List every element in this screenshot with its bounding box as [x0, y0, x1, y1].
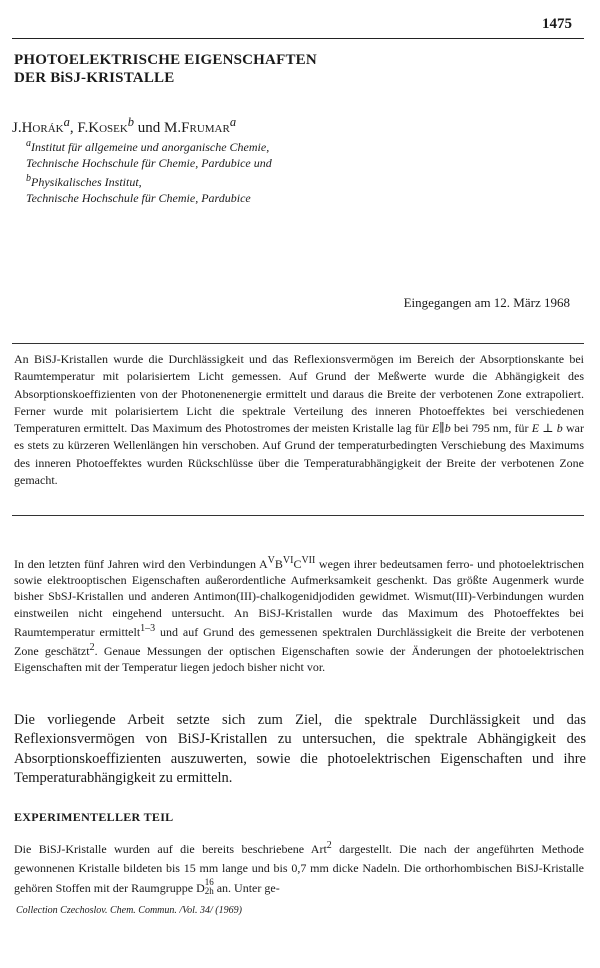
experimental-paragraph: Die BiSJ-Kristalle wurden auf die bereits beschriebene Art$^2$ dargestellt. Die nach der angeführten Methode gewonnenen Kristalle bildeten bis 15 mm lange und bis 0,7 mm dicke Nadeln. Die orthorhombischen BiSJ-Kristalle gehören Stoffen mit der Raumgruppe D 16 2h an. Unter ge- — [14, 840, 585, 896]
journal-footer: Collection Czechoslov. Chem. Commun. /Vol. 34/ (1969) — [16, 905, 242, 916]
e-vector: E — [531, 421, 540, 436]
page-number: 1475 — [542, 16, 572, 32]
affiliation-b-marker: b — [26, 173, 31, 184]
affiliation-a-line-2: Technische Hochschule für Chemie, Pardubice und — [26, 156, 272, 170]
affiliation-a-line-1: $^a$Institut für allgemeine und anorganische Chemie, — [26, 138, 270, 154]
title-line-1: PHOTOELEKTRISCHE EIGENSCHAFTEN — [14, 52, 317, 68]
author-horak-affil: a — [63, 115, 70, 129]
affiliation-b-line-2: Technische Hochschule für Chemie, Pardubice — [26, 191, 251, 205]
article-title — [14, 51, 317, 87]
aim-paragraph: Die vorliegende Arbeit setzte sich zum Ziel, die spektrale Durchlässigkeit und das Reflexionsvermögen von BiSJ-Kristallen zu untersuchen, die spektrale Abhängigkeit des Absorptionskoeffizienten auszuwerten, sowie die photoelektrischen Eigenschaften und ihre Temperaturabhängigkeit zu ermitteln. — [14, 712, 586, 786]
affiliation-b-line-1: $^b$Physikalisches Institut, — [26, 173, 142, 189]
received-date: Eingegangen am 12. März 1968 — [403, 295, 570, 310]
author-kosek: F.Kosek — [77, 120, 128, 136]
affiliations — [26, 136, 272, 206]
author-frumar-affil: a — [229, 115, 237, 129]
citation-ref: 2 — [89, 642, 95, 654]
space-group-indices: 16 2h — [204, 877, 214, 896]
e-vector: E — [431, 421, 440, 436]
author-horak: J.Horák — [12, 120, 64, 136]
citation-ref: 1–3 — [140, 622, 156, 634]
header-rule — [12, 38, 584, 39]
author-kosek-affil: b — [127, 115, 135, 129]
abstract-top-rule — [12, 343, 584, 344]
author-frumar: M.Frumar — [164, 120, 230, 136]
abstract: An BiSJ-Kristallen wurde die Durchlässigkeit und das Reflexionsvermögen im Bereich der Absorptionskante bei Raumtemperatur mit polarisiertem Licht gemessen. Auf Grund der Meßwerte wurde die Abhängigkeit des Absorptionskoeffizienten von der Photonenenergie ermittelt und daraus die Breite der verbotenen Zone extrapoliert. Ferner wurde mit polarisiertem Licht die spektrale Verteilung des inneren Photoeffektes bei verschiedenen Temperaturen ermittelt. Das Maximum des Photostromes der meisten Kristalle lag für E∥b bei 795 nm, für E ⊥ b war es stets zu kürzeren Wellenlängen hin verschoben. Auf Grund der temperaturbedingten Verschiebung des Maximums des inneren Photoeffektes wurden Rückschlüsse über die Temperaturabhängigkeit der Breite der verbotenen Zone gemacht. — [14, 352, 584, 488]
author-separator: , — [69, 120, 78, 136]
citation-ref: 2 — [326, 840, 332, 851]
author-list — [12, 115, 236, 137]
abstract-bottom-rule — [12, 515, 584, 516]
introduction-paragraph: In den letzten fünf Jahren wird den Verbindungen $A^VB^{VI}C^{VII}$ wegen ihrer bedeutsamen ferro- und photoelektrischen sowie elektrooptischen Eigenschaften außerordentliche Aufmerksamkeit geschenkt. Das größte Augenmerk wurde bisher SbSJ-Kristallen und anderen Antimon(III)-chalkogenidjodiden gewidmet. Wismut(III)-Verbindungen wurden einstweilen nicht eingehend untersucht. An BiSJ-Kristallen wurde das Maximum des Photoeffektes bei Raumtemperatur ermittelt$^{1-3}$ und auf Grund des gemessenen spektralen Durchlässigkeit die Breite der verbotenen Zone geschätzt$^2$. Genaue Messungen der optischen Eigenschaften sowie der Änderungen der photoelektrischen Eigenschaften mit der Temperatur liegen jedoch bisher nicht vor. — [14, 555, 585, 675]
author-conjunction: und — [134, 120, 165, 136]
affiliation-a-marker: a — [26, 138, 31, 149]
title-line-2: DER BiSJ-KRISTALLE — [14, 70, 175, 86]
section-heading: EXPERIMENTELLER TEIL — [14, 810, 174, 824]
